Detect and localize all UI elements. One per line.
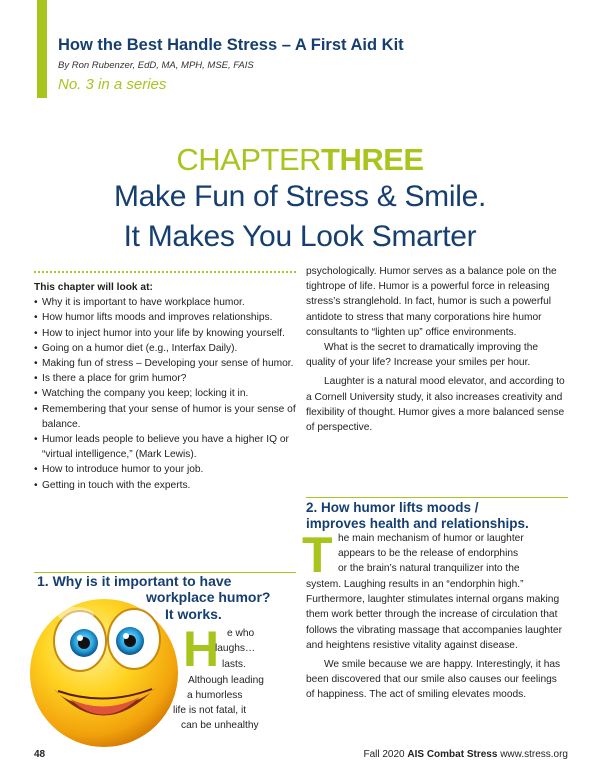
column2-paragraph: Laughter is a natural mood elevator, and according to a Cornell University study, it also increases creativity and flexibility of thought. Humor gives a more balanced sense of perspective. (306, 376, 565, 434)
section1-line: can be unhealthy (181, 720, 259, 731)
footer-website: www.stress.org (500, 749, 568, 760)
section1-line: laughs… (215, 643, 256, 654)
overview-item: • Going on a humor diet (e.g., Interfax Daily). (34, 341, 296, 356)
section2-text (306, 577, 568, 703)
overview-item: • Watching the company you keep; locking it in. (34, 386, 296, 401)
page-number: 48 (34, 749, 46, 760)
column2-paragraph: psychologically. Humor serves as a balance pole on the tightrope of life. Humor is a powerful force in releasing stress’s stranglehold. In fact, humor is such a powerful antidote to stress that many corporations hire humor consultants to “lighten up” office environments. (306, 266, 557, 338)
section1-line: a humorless (187, 690, 243, 701)
section1-heading-line-3: It works. (165, 606, 222, 622)
section2-paragraph: We smile because we are happy. Interestingly, it has been discovered that our smile also causes our feelings of happiness. The act of smiling elevates moods. (306, 659, 561, 701)
footer (363, 749, 568, 760)
section1-line: lasts. (222, 659, 246, 670)
overview-box (34, 280, 296, 493)
smiley-emoji-icon (18, 583, 190, 755)
column2-text (306, 264, 568, 435)
overview-item: • Making fun of stress – Developing your sense of humor. (34, 356, 296, 371)
overview-item: • Is there a place for grim humor? (34, 371, 296, 386)
section2-line: or the brain’s natural tranquilizer into the (338, 563, 520, 574)
dotted-divider (34, 271, 296, 273)
chapter-label (0, 142, 600, 178)
section2-dropcap: T (302, 527, 333, 583)
section2-line: he main mechanism of humor or laughter (338, 533, 524, 544)
section2-heading-line-1: 2. How humor lifts moods / (306, 500, 479, 515)
overview-item: • Humor leads people to believe you have a higher IQ or “virtual intelligence,” (Mark Lewis). (34, 432, 296, 462)
overview-item: • How humor lifts moods and improves relationships. (34, 310, 296, 325)
section1-line: Although leading (188, 675, 264, 686)
section2-line: appears to be the release of endorphins (338, 548, 519, 559)
headline-line-1: Make Fun of Stress & Smile. (113, 180, 487, 213)
column2-paragraph: What is the secret to dramatically improving the quality of your life? Increase your smiles per hour. (306, 342, 539, 369)
overview-list (34, 295, 296, 493)
section1-line: life is not fatal, it (173, 705, 247, 716)
section1-heading-line-1: 1. Why is it important to have (37, 573, 232, 589)
byline: By Ron Rubenzer, EdD, MA, MPH, MSE, FAIS (58, 60, 254, 71)
overview-item: • Why it is important to have workplace humor. (34, 295, 296, 310)
section1-dropcap: H (183, 621, 220, 677)
section1-heading-line-2: workplace humor? (146, 589, 271, 605)
overview-item: • How to inject humor into your life by knowing yourself. (34, 326, 296, 341)
headline-line-2: It Makes You Look Smarter (123, 220, 477, 253)
chapter-number: THREE (321, 142, 424, 177)
overview-item: • Getting in touch with the experts. (34, 478, 296, 493)
footer-publication: AIS Combat Stress (407, 749, 498, 760)
section2-paragraph: system. Laughing results in an “endorphin high.” Furthermore, laughter stimulates internal organs making them work better through the increase of circulation that follows the vibrating massage that accompanies laughter and heightens resistive vitality against disease. (306, 579, 562, 651)
chapter-word: CHAPTER (176, 142, 322, 177)
overview-item: • How to introduce humor to your job. (34, 462, 296, 477)
overview-item: • Remembering that your sense of humor is your sense of balance. (34, 402, 296, 432)
series-number: No. 3 in a series (58, 76, 167, 93)
footer-issue: Fall 2020 (363, 749, 405, 760)
accent-bar (37, 0, 47, 98)
section2-heading-line-2: improves health and relationships. (306, 516, 529, 531)
series-title: How the Best Handle Stress – A First Aid Kit (58, 36, 404, 54)
overview-intro: This chapter will look at: (34, 282, 153, 293)
section2-heading (306, 500, 529, 532)
section2-rule (306, 497, 568, 498)
section1-line: e who (227, 628, 255, 639)
